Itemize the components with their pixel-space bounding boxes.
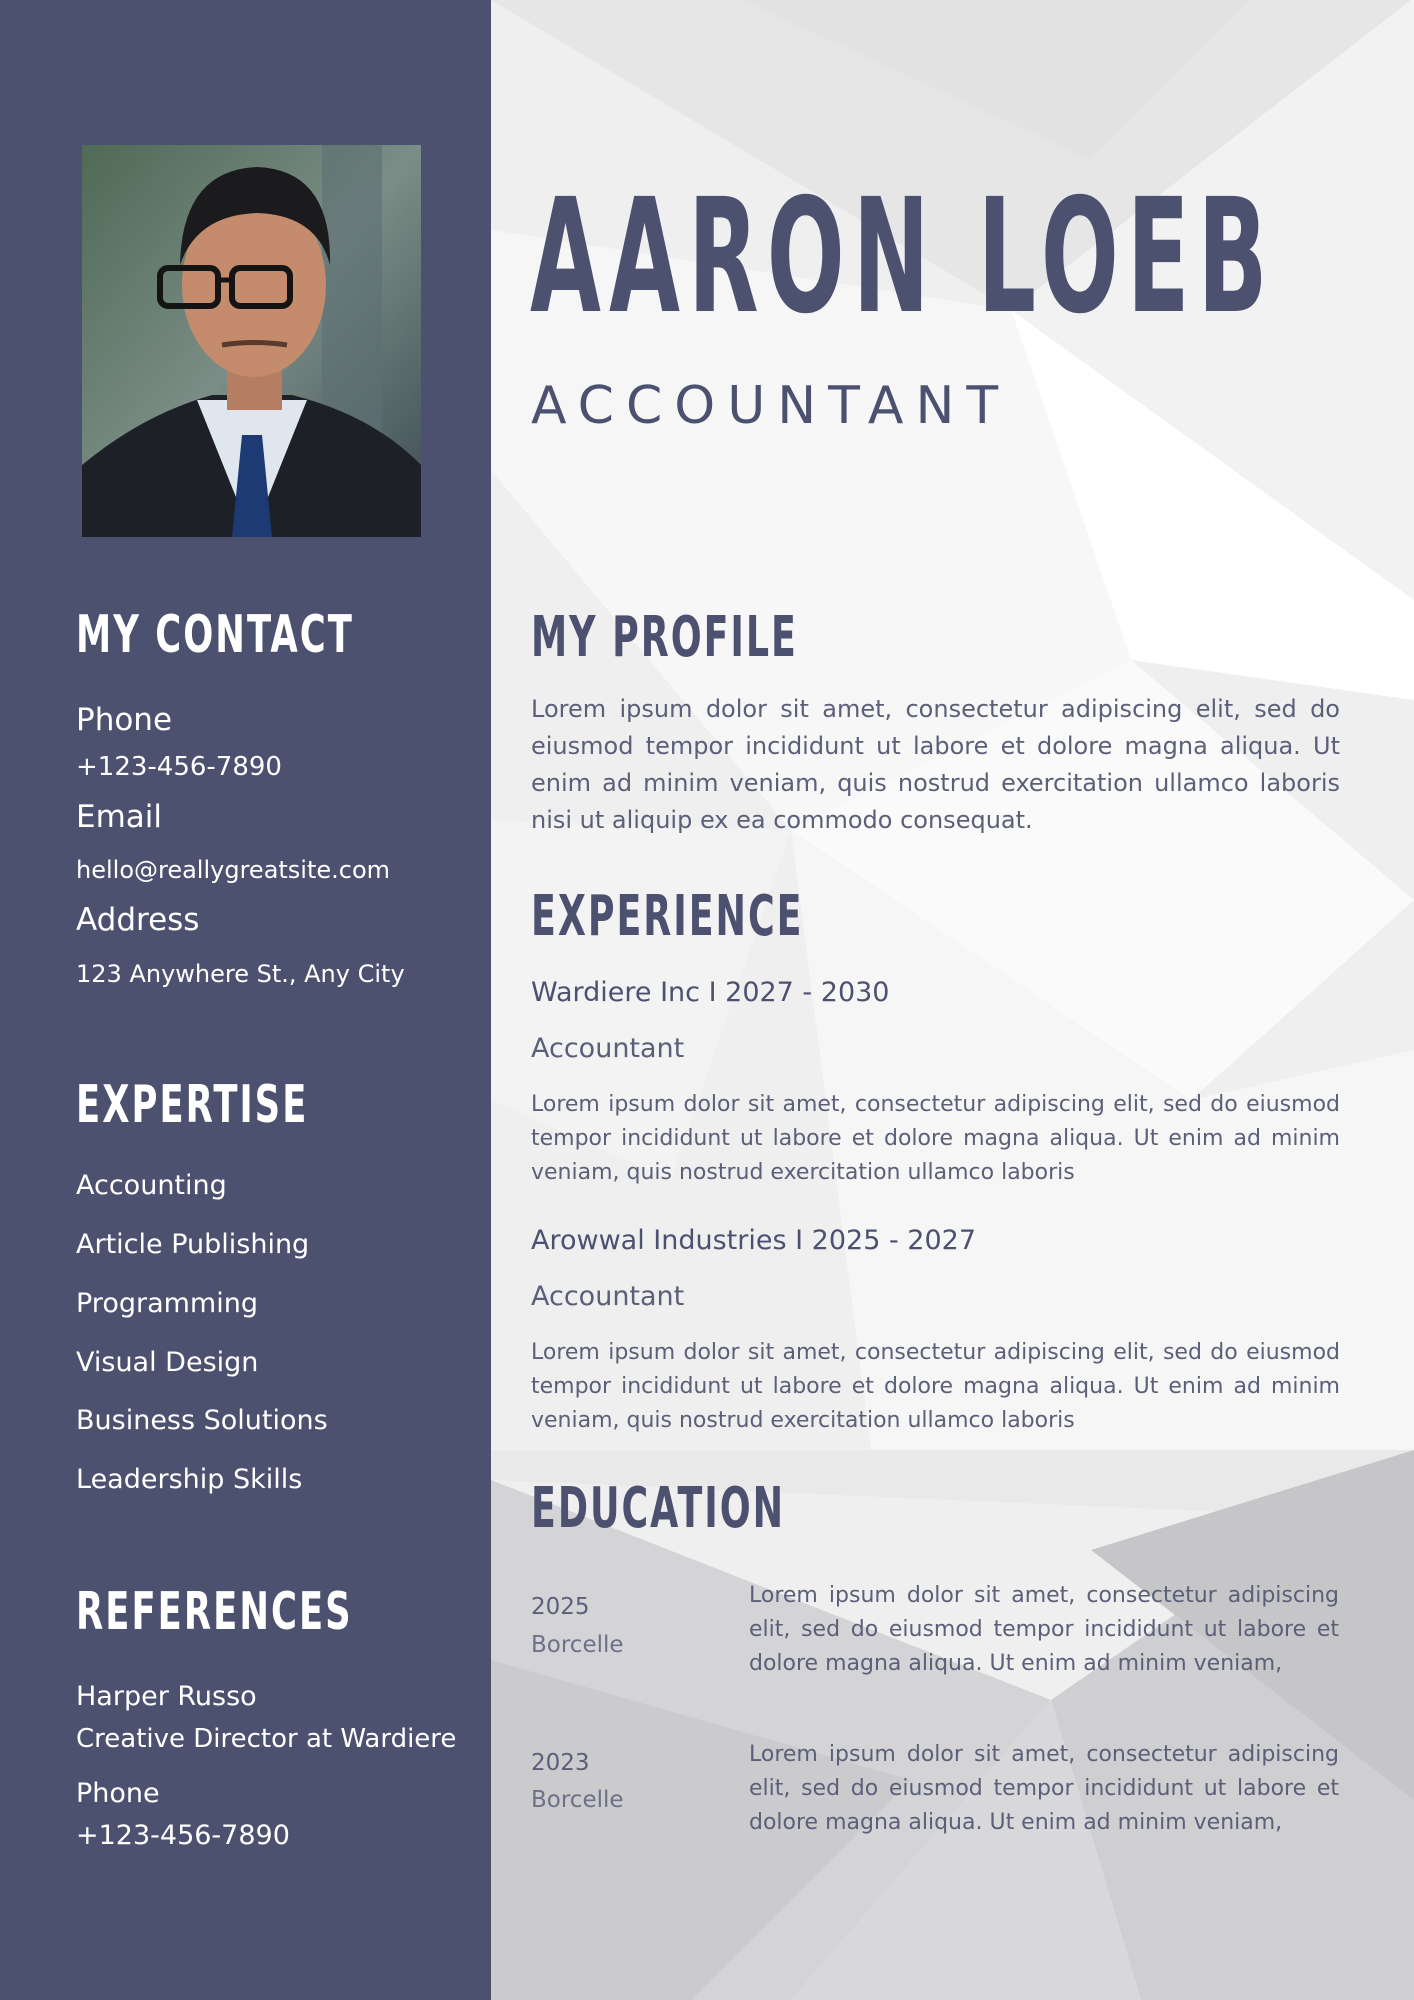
job-company: Arowwal Industries I 2025 - 2027 bbox=[531, 1225, 977, 1256]
job-description: Lorem ipsum dolor sit amet, consectetur adipiscing elit, sed do eiusmod tempor incididunt ut labore et dolore magna aliqua. Ut enim ad minim veniam, quis nostrud exercitation ullamco laboris bbox=[531, 1340, 1340, 1433]
expertise-item: Visual Design bbox=[76, 1347, 259, 1378]
email-label: Email bbox=[76, 799, 163, 835]
contact-heading: MY CONTACT bbox=[76, 605, 354, 665]
education-description: Lorem ipsum dolor sit amet, consectetur adipiscing elit, sed do eiusmod tempor incididunt ut labore et dolore magna aliqua. Ut enim ad minim veniam, bbox=[749, 1583, 1339, 1676]
reference-name: Harper Russo bbox=[76, 1681, 257, 1712]
reference-phone: +123-456-7890 bbox=[76, 1820, 290, 1851]
candidate-name: AARON LOEB bbox=[530, 165, 1276, 349]
candidate-title: ACCOUNTANT bbox=[531, 376, 1011, 436]
education-year: 2025 bbox=[531, 1594, 590, 1620]
expertise-item: Article Publishing bbox=[76, 1229, 310, 1260]
experience-heading: EXPERIENCE bbox=[531, 884, 804, 949]
job-role: Accountant bbox=[531, 1281, 685, 1312]
phone-label: Phone bbox=[76, 702, 173, 738]
reference-phone-label: Phone bbox=[76, 1778, 160, 1809]
expertise-item: Business Solutions bbox=[76, 1405, 328, 1436]
job-company: Wardiere Inc I 2027 - 2030 bbox=[531, 977, 890, 1008]
address-label: Address bbox=[76, 902, 200, 938]
education-heading: EDUCATION bbox=[531, 1476, 786, 1541]
address-value: 123 Anywhere St., Any City bbox=[76, 960, 405, 988]
expertise-item: Leadership Skills bbox=[76, 1464, 303, 1495]
email-value[interactable]: hello@reallygreatsite.com bbox=[76, 856, 391, 884]
job-description: Lorem ipsum dolor sit amet, consectetur adipiscing elit, sed do eiusmod tempor incididunt ut labore et dolore magna aliqua. Ut enim ad minim veniam, quis nostrud exercitation ullamco laboris bbox=[531, 1092, 1340, 1185]
expertise-item: Programming bbox=[76, 1288, 258, 1319]
phone-value: +123-456-7890 bbox=[76, 752, 282, 782]
reference-position: Creative Director at Wardiere bbox=[76, 1724, 457, 1754]
expertise-item: Accounting bbox=[76, 1170, 227, 1201]
education-description: Lorem ipsum dolor sit amet, consectetur adipiscing elit, sed do eiusmod tempor incididunt ut labore et dolore magna aliqua. Ut enim ad minim veniam, bbox=[749, 1742, 1339, 1835]
education-year: 2023 bbox=[531, 1750, 590, 1776]
expertise-heading: EXPERTISE bbox=[76, 1075, 309, 1135]
profile-text: Lorem ipsum dolor sit amet, consectetur adipiscing elit, sed do eiusmod tempor incididunt ut labore et dolore magna aliqua. Ut enim ad minim veniam, quis nostrud exercitation ullamco laboris nisi ut aliquip ex ea commodo consequat. bbox=[531, 695, 1340, 834]
education-school: Borcelle bbox=[531, 1632, 624, 1658]
references-heading: REFERENCES bbox=[76, 1582, 353, 1642]
profile-heading: MY PROFILE bbox=[531, 605, 798, 670]
job-role: Accountant bbox=[531, 1033, 685, 1064]
education-school: Borcelle bbox=[531, 1787, 624, 1813]
